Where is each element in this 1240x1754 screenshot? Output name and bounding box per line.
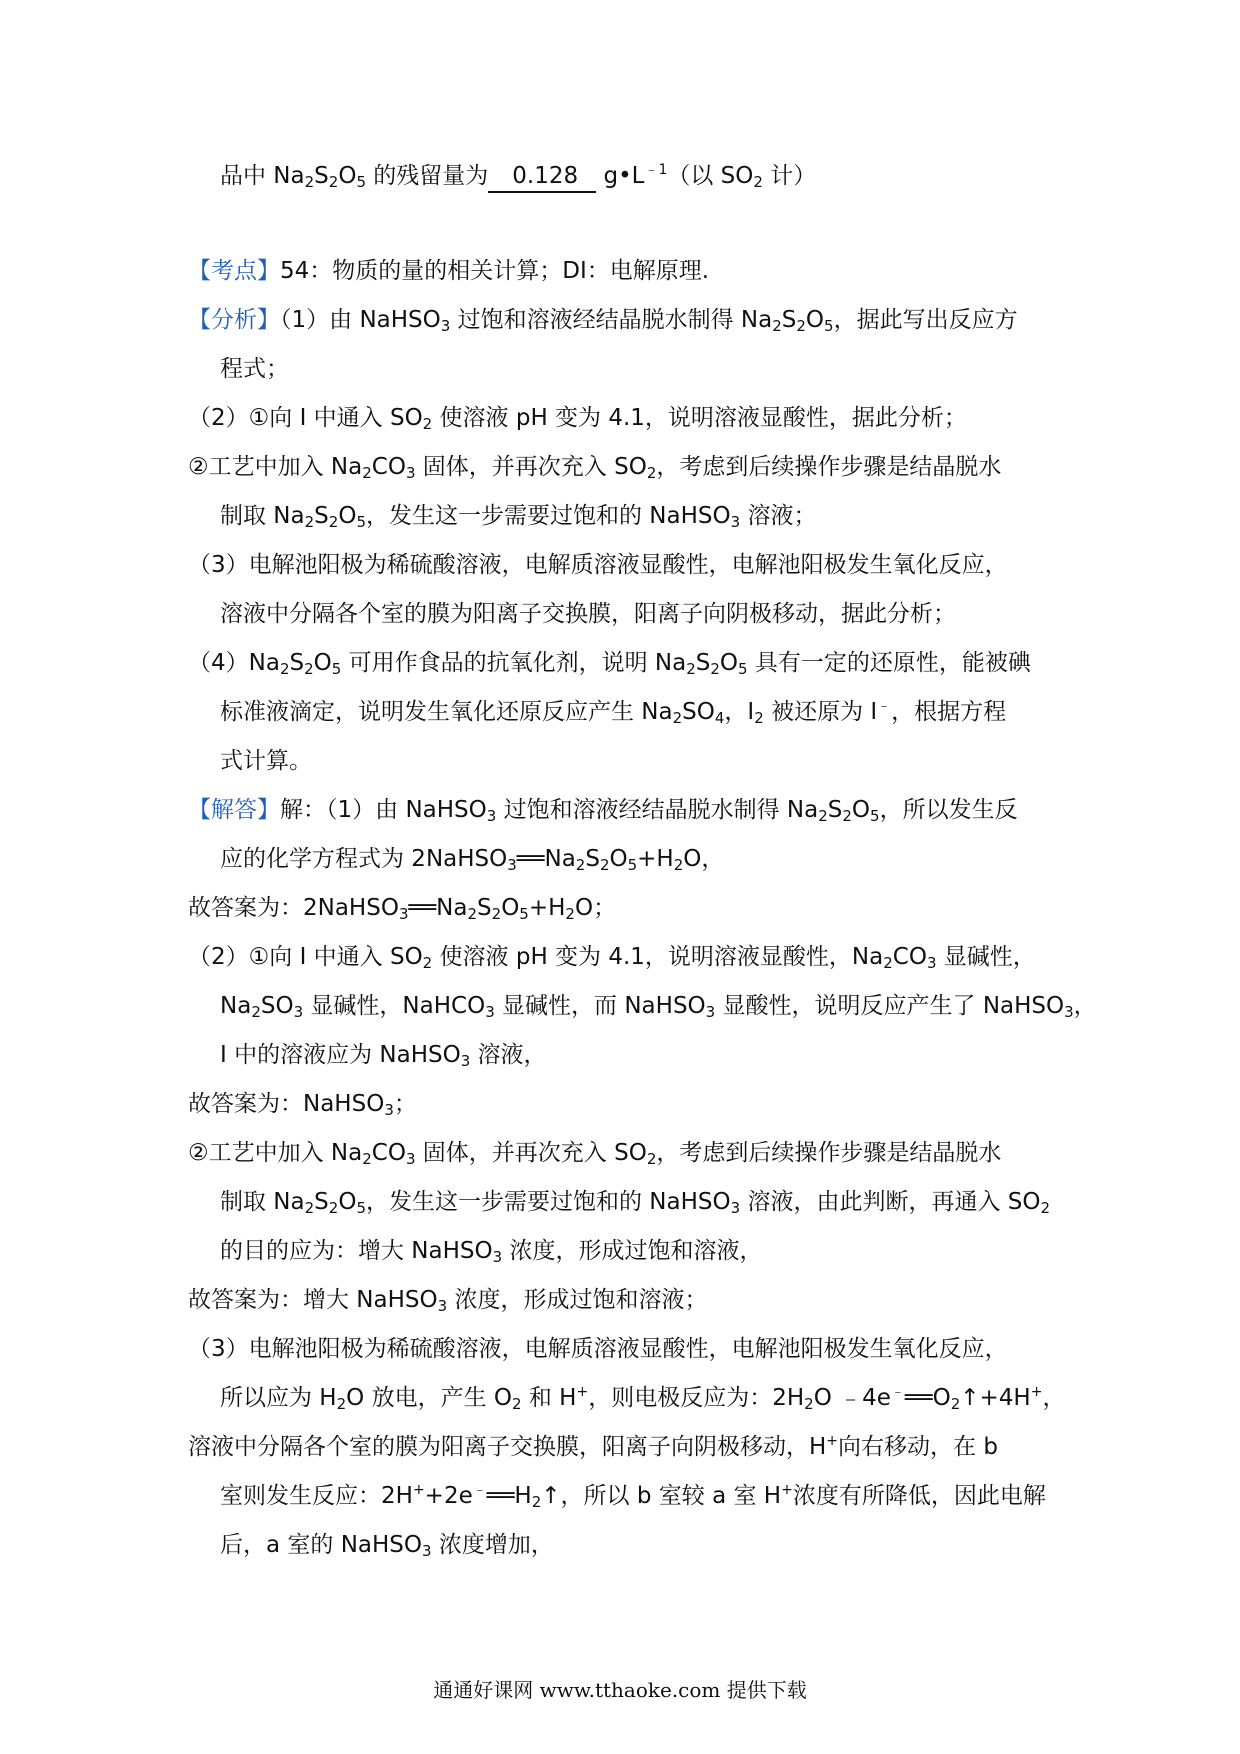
fenxi-line-10: 式计算。 — [220, 748, 312, 774]
fenxi-line-8: $(4)Na_2S_2O_5$ 可用作食品的抗氧化剂，说明 $Na_2S_2O_5$ 具有一定的还原性，能被碘 — [188, 650, 1031, 678]
jieda-line-4: （2）①向 I 中通入 $SO_2$ 使溶液 pH 变为 4.1，说明溶液显酸性，$Na_2CO_3$ 显碱性， — [188, 944, 1036, 972]
kaodian-line: 【考点】54：物质的量的相关计算；DI：电解原理. — [188, 258, 710, 284]
jieda-line-13: 所以应为 $H_2O$ 放电，产生 $O_2$ 和 H+，则电极反应为：$2H_2O$ $﹣4e^﹣══O_2↑+4H^+$， — [220, 1384, 1066, 1413]
fenxi-line-6: （3）电解池阳极为稀硫酸溶液，电解质溶液显酸性，电解池阳极发生氧化反应， — [188, 552, 1008, 578]
fenxi-tag: 【分析】 — [188, 307, 280, 333]
fenxi-line-2: 程式； — [220, 356, 289, 382]
jieda-line-9: 制取 $Na_2S_2O_5$，发生这一步需要过饱和的 NaHSO$_3$ 溶液，由此判断，再通入 $SO_2$ — [220, 1189, 1051, 1217]
jieda-line-3: 故答案为：$2NaHSO_3══Na_2S_2O_5+H_2O$； — [188, 895, 617, 923]
jieda-line-8: ②工艺中加入 $Na_2CO_3$ 固体，并再次充入 $SO_2$，考虑到后续操作步骤是结晶脱水 — [188, 1140, 1002, 1168]
fenxi-line-7: 溶液中分隔各个室的膜为阳离子交换膜，阳离子向阴极移动，据此分析； — [220, 601, 956, 627]
fenxi-line-4: ②工艺中加入 $Na_2CO_3$ 固体，并再次充入 $SO_2$，考虑到后续操作步骤是结晶脱水 — [188, 454, 1002, 482]
jieda-line-1: 【解答】解：（1）由 NaHSO$_3$ 过饱和溶液经结晶脱水制得 $Na_2S_2O_5$，所以发生反 — [188, 797, 1018, 825]
jieda-line-7: 故答案为：NaHSO$_3$； — [188, 1091, 417, 1119]
jieda-line-6: I 中的溶液应为 NaHSO$_3$ 溶液， — [220, 1042, 547, 1070]
answer-blank: 0.128 — [488, 161, 596, 193]
jieda-line-2: 应的化学方程式为 $2NaHSO_3══Na_2S_2O_5+H_2O$， — [220, 846, 725, 874]
jieda-tag: 【解答】 — [188, 797, 280, 823]
page-footer: 通通好课网 www.tthaoke.com 提供下载 — [433, 1678, 807, 1702]
jieda-line-12: （3）电解池阳极为稀硫酸溶液，电解质溶液显酸性，电解池阳极发生氧化反应， — [188, 1336, 1008, 1362]
answer-line-residual: 品中 $Na_2S_2O_5$ 的残留量为 0.128 $g•L^{﹣1}$（以 $SO_2$ 计） — [220, 162, 817, 191]
jieda-line-16: 后，a 室的 NaHSO$_3$ 浓度增加， — [220, 1532, 554, 1560]
fenxi-line-3: （2）①向 I 中通入 $SO_2$ 使溶液 pH 变为 4.1，说明溶液显酸性，据此分析； — [188, 405, 967, 433]
fenxi-line-1: 【分析】（1）由 NaHSO$_3$ 过饱和溶液经结晶脱水制得 $Na_2S_2O_5$，据此写出反应方 — [188, 307, 1018, 335]
kaodian-tag: 【考点】 — [188, 258, 280, 284]
jieda-line-14: 溶液中分隔各个室的膜为阳离子交换膜，阳离子向阴极移动，H+向右移动，在 b — [188, 1433, 998, 1460]
jieda-line-15: 室则发生反应：$2H^++2e^﹣══H_2↑$，所以 b 室较 a 室 H+浓度有所降低，因此电解 — [220, 1482, 1046, 1511]
fenxi-line-5: 制取 $Na_2S_2O_5$，发生这一步需要过饱和的 NaHSO$_3$ 溶液； — [220, 503, 817, 531]
jieda-line-10: 的目的应为：增大 NaHSO$_3$ 浓度，形成过饱和溶液， — [220, 1238, 763, 1266]
jieda-line-11: 故答案为：增大 NaHSO$_3$ 浓度，形成过饱和溶液； — [188, 1287, 708, 1315]
jieda-line-5: $Na_2SO_3$ 显碱性，NaHCO$_3$ 显碱性，而 NaHSO$_3$ 显酸性，说明反应产生了 NaHSO$_3$， — [220, 993, 1097, 1021]
fenxi-line-9: 标准液滴定，说明发生氧化还原反应产生 $Na_2SO_4$，$I_2$ 被还原为 I﹣，根据方程 — [220, 698, 1007, 727]
